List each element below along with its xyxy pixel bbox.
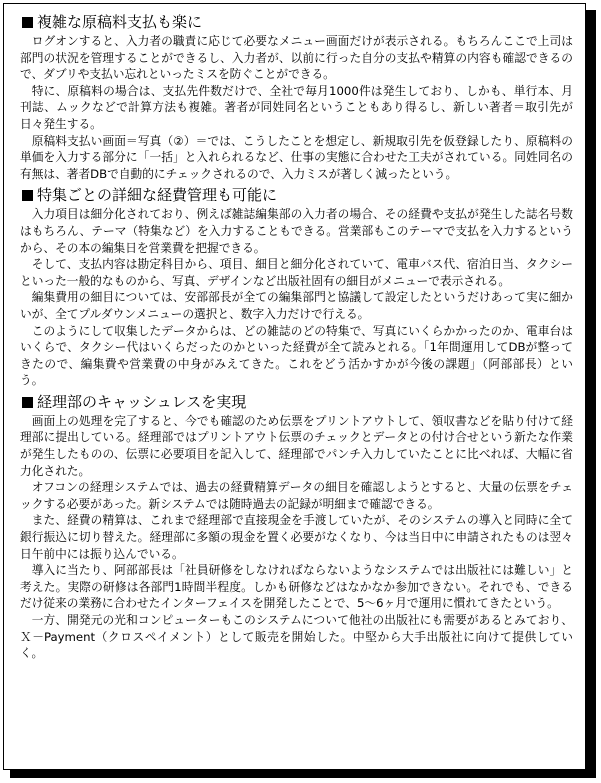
section-heading-text: 複雑な原稿料支払も楽に xyxy=(37,13,203,31)
body-paragraph: 導入に当たり、阿部部長は「社員研修をしなければならないようなシステムでは出版社には難しい」と考えた。実際の研修は各部門1時間半程度。しかも研修などはなかなか参加できない。それでも、できるだけ従来の業務に合わせたインターフェイスを開発したことで、5〜6ヶ月で運用に慣れてきたという。 xyxy=(20,563,573,611)
body-paragraph: 一方、開発元の光和コンピューターもこのシステムについて他社の出版社にも需要があるとみており、Ｘ－Payment（クロスペイメント）として販売を開始した。中堅から大手出版社に向けて提供していく。 xyxy=(20,613,573,661)
section-heading-text: 経理部のキャッシュレスを実現 xyxy=(37,392,247,411)
section-heading xyxy=(20,186,573,205)
article-box xyxy=(3,3,586,770)
body-paragraph: そして、支払内容は勘定科目から、項目、細目と細分化されていて、電車バス代、宿泊日当、タクシーといった一般的なものから、写真、デザインなど出版社固有の細目がメニューで表示される。 xyxy=(20,257,573,288)
body-paragraph: 編集費用の細目については、安部部長が全ての編集部門と協議して設定したというだけあって実に細かいが、全てプルダウンメニューの選択と、数字入力だけで行える。 xyxy=(20,290,573,321)
black-square-bullet-icon xyxy=(22,190,33,201)
body-paragraph: 原稿料支払い画面＝写真（②）＝では、こうしたことを想定し、新規取引先を仮登録したり、原稿料の単価を入力する部分に「一括」と入れられるなど、仕事の実態に合わせた工夫がされている。同姓同名の有無は、著者DBで自動的にチェックされるので、入力ミスが著しく減ったという。 xyxy=(20,133,573,181)
article-section xyxy=(20,393,573,662)
body-paragraph: オフコンの経理システムでは、過去の経費精算データの細目を確認しようとすると、大量の伝票をチェックする必要があった。新システムでは随時過去の記録が明細まで確認できる。 xyxy=(20,480,573,511)
body-paragraph: 特に、原稿料の場合は、支払先件数だけで、全社で毎月1000件は発生しており、しかも、単行本、月刊誌、ムックなどで計算方法も複雑。著者が同姓同名ということもあり得るし、新しい著者＝取引先が日々発生する。 xyxy=(20,83,573,131)
body-paragraph: また、経費の精算は、これまで経理部で直接現金を手渡していたが、そのシステムの導入と同時に全て銀行振込に切り替えた。経理部に多額の現金を置く必要がなくなり、今は当日中に申請されたものは翌々日午前中には振り込んでいる。 xyxy=(20,513,573,561)
body-paragraph: このようにして収集したデータからは、どの雑誌のどの特集で、写真にいくらかかったのか、電車台はいくらで、タクシー代はいくらだったのかといった経費が全て読みとれる。「1年間運用してDBが整ってきたので、編集費や営業費の中身がみえてきた。これをどう活かすかが今後の課題」（阿部部長）という。 xyxy=(20,323,573,388)
article-section xyxy=(20,13,573,182)
black-square-bullet-icon xyxy=(22,397,33,408)
body-paragraph: 入力項目は細分化されており、例えば雑誌編集部の入力者の場合、その経費や支払が発生した誌名号数はもちろん、テーマ（特集など）を入力することもできる。営業部もこのテーマで支払を入力するというから、その本の編集日を営業費を把握できる。 xyxy=(20,207,573,255)
body-paragraph: ログオンすると、入力者の職責に応じて必要なメニュー画面だけが表示される。もちろんここで上司は部門の状況を管理することができるし、入力者が、以前に行った自分の支払や精算の内容も確認できるので、ダブリや支払い忘れといったミスを防ぐことができる。 xyxy=(20,34,573,82)
black-square-bullet-icon xyxy=(22,17,33,28)
article-section xyxy=(20,186,573,389)
section-heading xyxy=(20,393,573,412)
body-paragraph: 画面上の処理を完了すると、今でも確認のため伝票をプリントアウトして、領収書などを貼り付けて経理部に提出している。経理部ではプリントアウト伝票のチェックとデータとの付け合せという新たな作業が発生したものの、伝票に必要項目を記入して、経理部でパンチ入力していたことに比べれば、大幅に省力化された。 xyxy=(20,413,573,478)
section-heading xyxy=(20,13,573,32)
section-heading-text: 特集ごとの詳細な経費管理も可能に xyxy=(37,186,278,205)
